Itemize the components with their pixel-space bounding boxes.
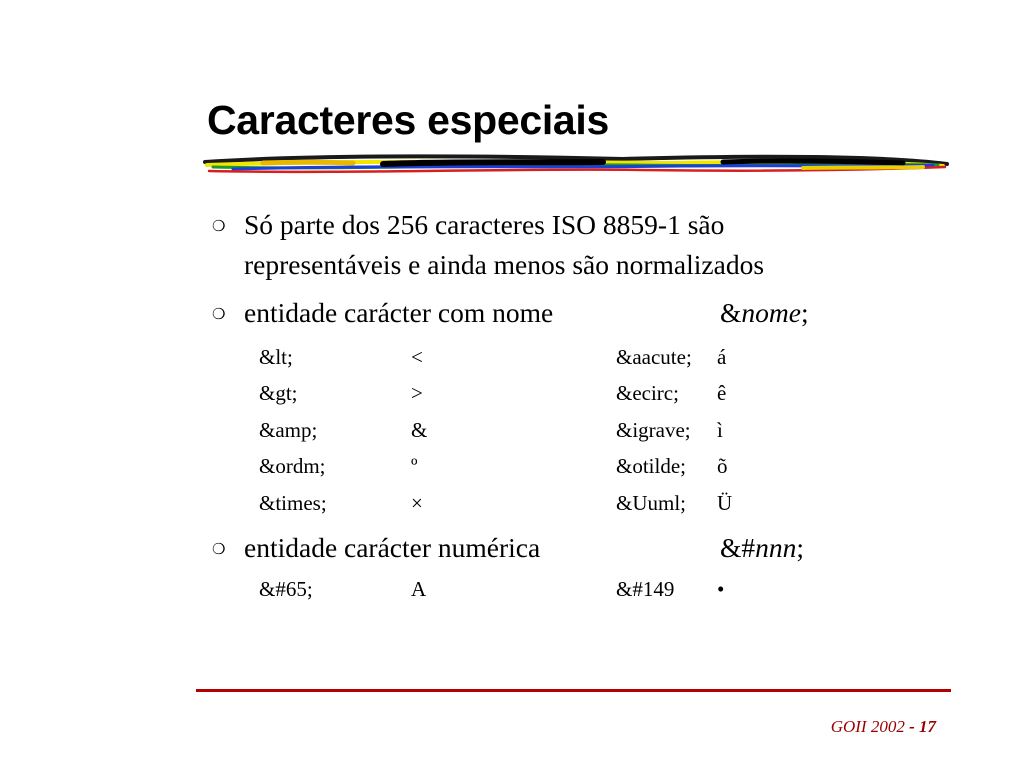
entity-code: &igrave;	[616, 418, 691, 442]
entity-code: &otilde;	[616, 454, 686, 478]
entity-char: •	[717, 577, 725, 601]
hollow-circle-bullet-icon: ❍	[212, 540, 226, 558]
entity-code: &times;	[259, 491, 327, 515]
entity-char: ×	[411, 491, 423, 515]
entity-char: õ	[717, 454, 728, 478]
footer-course: GOII 2002	[830, 717, 905, 736]
entity-code: &#149	[616, 577, 675, 601]
entity-char: <	[411, 345, 423, 369]
hollow-circle-bullet-icon: ❍	[212, 217, 226, 235]
slide-footer: GOII 2002 - 17	[830, 717, 936, 736]
entity-char: A	[411, 577, 427, 601]
page-number: 17	[919, 717, 936, 736]
brush-stroke-divider	[203, 150, 949, 180]
bullet-2-text: entidade carácter com nome	[244, 297, 554, 328]
entity-char: Ü	[717, 491, 733, 515]
entity-code: &ecirc;	[616, 381, 679, 405]
bullet-3-text: entidade carácter numérica	[244, 532, 541, 563]
entity-char: á	[717, 345, 727, 369]
slide-title: Caracteres especiais	[207, 97, 610, 143]
entity-char: ê	[717, 381, 727, 405]
entity-char: ì	[717, 418, 723, 442]
entity-code: &aacute;	[616, 345, 692, 369]
entity-code: &ordm;	[259, 454, 326, 478]
numeric-entity-pattern: &#nnn;	[720, 532, 805, 563]
entity-char: &	[411, 418, 428, 442]
entity-code: &amp;	[259, 418, 318, 442]
hollow-circle-bullet-icon: ❍	[212, 305, 226, 323]
entity-code: &lt;	[259, 345, 293, 369]
entity-code: &gt;	[259, 381, 298, 405]
entity-char: >	[411, 381, 423, 405]
entity-code: &#65;	[259, 577, 313, 601]
entity-char: º	[411, 454, 418, 478]
bullet-1-line-2: representáveis e ainda menos são normalizados	[244, 249, 765, 280]
named-entity-pattern: &nome;	[720, 297, 809, 328]
bullet-1-line-1: Só parte dos 256 caracteres ISO 8859-1 são	[244, 209, 725, 240]
entity-code: &Uuml;	[616, 491, 687, 515]
footer-rule	[196, 689, 951, 692]
